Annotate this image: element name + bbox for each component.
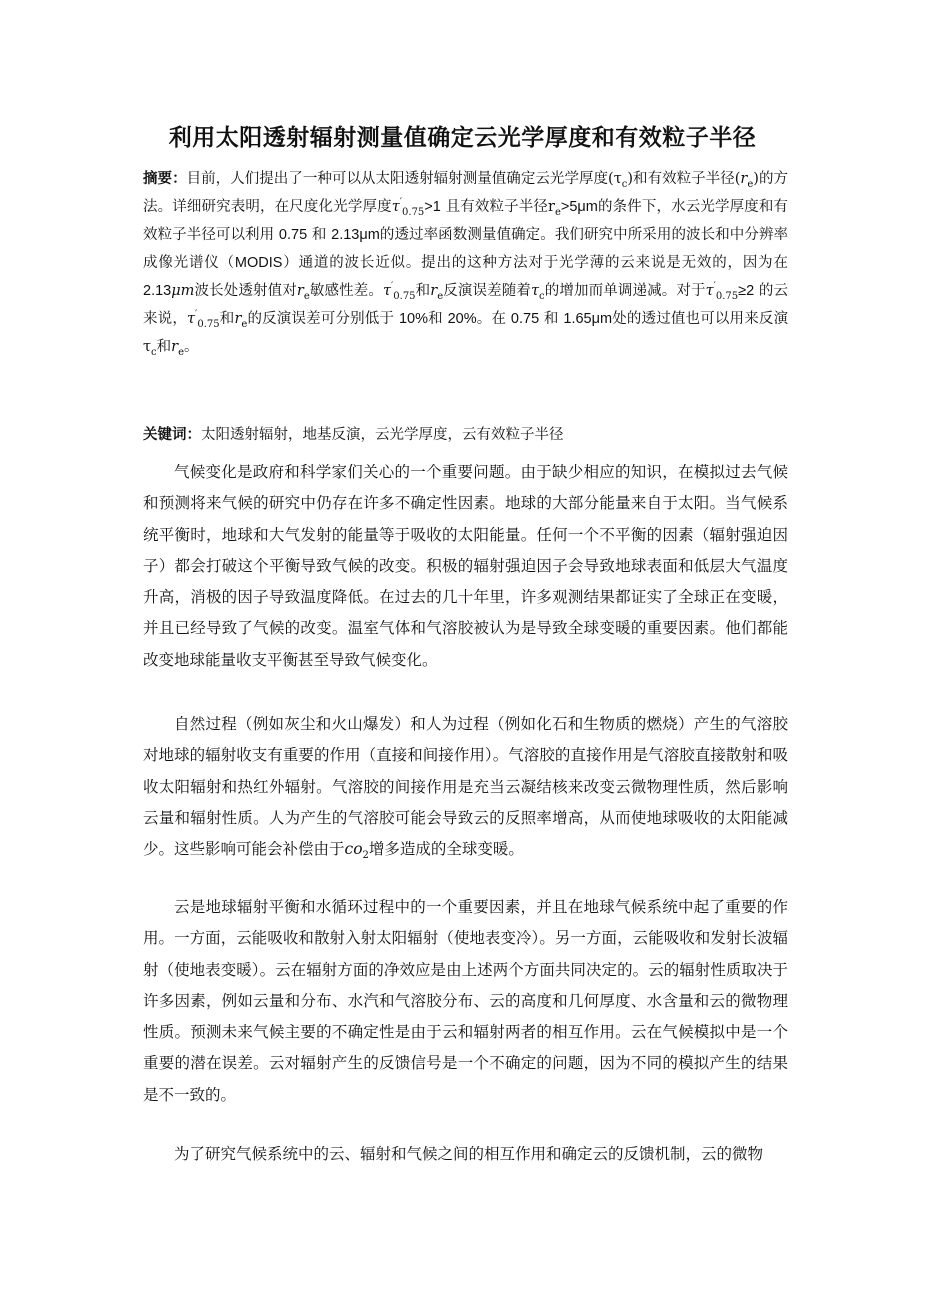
co2-formula: co <box>344 840 363 859</box>
body-paragraph-1: 气候变化是政府和科学家们关心的一个重要问题。由于缺少相应的知识，在模拟过去气候和预测将来气候的研究中仍存在许多不确定性因素。地球的大部分能量来自于太阳。当气候系统平衡时，地球和大气发射的能量等于吸收的太阳能量。任何一个不平衡的因素（辐射强迫因子）都会打破这个平衡导致气候的改变。积极的辐射强迫因子会导致地球表面和低层大气温度升高，消极的因子导致温度降低。在过去的几十年里，许多观测结果都证实了全球正在变暖，并且已经导致了气候的改变。温室气体和气溶胶被认为是导致全球变暖的重要因素。他们都能改变地球能量收支平衡甚至导致气候变化。 <box>143 463 788 669</box>
body-paragraph-3: 云是地球辐射平衡和水循环过程中的一个重要因素，并且在地球气候系统中起了重要的作用。一方面，云能吸收和散射入射太阳辐射（使地表变冷）。另一方面，云能吸收和发射长波辐射（使地表变暖）。云在辐射方面的净效应是由上述两个方面共同决定的。云的辐射性质取决于许多因素，例如云量和分布、水汽和气溶胶分布、云的高度和几何厚度、水含量和云的微物理性质。预测未来气候主要的不确定性是由于云和辐射两者的相互作用。云在气候模拟中是一个重要的潜在误差。云对辐射产生的反馈信号是一个不确定的问题，因为不同的模拟产生的结果是不一致的。 <box>143 898 788 1104</box>
abstract-label: 摘要： <box>143 171 187 187</box>
keywords <box>143 421 788 449</box>
body-paragraph-4: 为了研究气候系统中的云、辐射和气候之间的相互作用和确定云的反馈机制，云的微物 <box>174 1145 764 1163</box>
abstract: 摘要：目前，人们提出了一种可以从太阳透射辐射测量值确定云光学厚度$(\tau_c)$和有效粒子半径$(r_e)$的方法。详细研究表明，在尺度化光学厚度$\tau'_{0.75}>1$ 且有效粒子半径$r_e>5\mu m$的条件下，水云光学厚度和有效粒子半径可以利用 0.75 和 2.13μm的透过率函数测量值确定。我们研究中所采用的波长和中分辨率成像光谱仪（MODIS）通道的波长近似。提出的这种方法对于光学薄的云来说是无效的，因为在 2.13μm波长处透射值对$r_e$敏感性差。$\tau'_{0.75}$和$r_e$反演误差随着$\tau_c$的增加而单调递减。对于$\tau'_{0.75}\ge 2$ 的云来说，$\tau'_{0.75}$和$r_e$的反演误差可分别低于 10%和 20%。在 0.75 和 1.65μm处的透过值也可以用来反演$\tau_c$和$r_e$。 <box>143 171 789 358</box>
keywords-text: 太阳透射辐射，地基反演，云光学厚度，云有效粒子半径 <box>201 427 564 443</box>
keywords-label: 关键词： <box>143 427 201 443</box>
paper-title: 利用太阳透射辐射测量值确定云光学厚度和有效粒子半径 <box>168 125 757 151</box>
body-paragraph-2: 自然过程（例如灰尘和火山爆发）和人为过程（例如化石和生物质的燃烧）产生的气溶胶对地球的辐射收支有重要的作用（直接和间接作用）。气溶胶的直接作用是气溶胶直接散射和吸收太阳辐射和热红外辐射。气溶胶的间接作用是充当云凝结核来改变云微物理性质，然后影响云量和辐射性质。人为产生的气溶胶可能会导致云的反照率增高，从而使地球吸收的太阳能减少。这些影响可能会补偿由于$co_2$增多造成的全球变暖。 <box>143 715 788 862</box>
